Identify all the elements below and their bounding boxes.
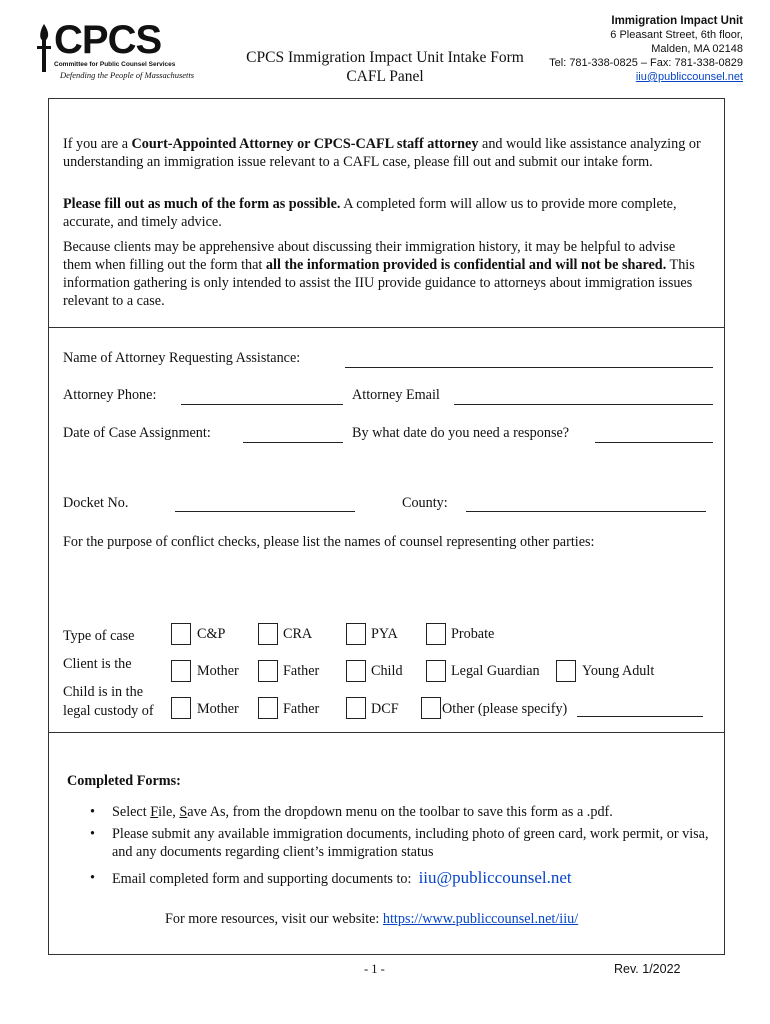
custody-father-label: Father	[283, 701, 320, 717]
case-type-cra-label: CRA	[283, 626, 313, 642]
attorney-name-label: Name of Attorney Requesting Assistance:	[63, 350, 301, 366]
completed-forms-heading: Completed Forms:	[67, 773, 181, 789]
custody-dcf-checkbox[interactable]	[346, 697, 366, 719]
instructions-list	[90, 803, 710, 888]
case-type-cp-checkbox[interactable]	[171, 623, 191, 645]
revision-label: Rev. 1/2022	[614, 962, 681, 976]
iiu-website-link[interactable]: https://www.publiccounsel.net/iiu/	[382, 911, 579, 927]
conflict-check-label: For the purpose of conflict checks, please list the names of counsel representing other parties:	[63, 534, 595, 550]
attorney-phone-label: Attorney Phone:	[63, 387, 157, 403]
client-is-label: Client is the	[63, 656, 132, 672]
attorney-name-field[interactable]	[345, 367, 713, 368]
unit-name: Immigration Impact Unit	[611, 15, 743, 27]
custody-other-label: Other (please specify)	[442, 701, 568, 717]
section-divider	[49, 732, 724, 733]
county-label: County:	[402, 495, 448, 511]
custody-label-line2: legal custody of	[63, 703, 154, 719]
client-legal-guardian-checkbox[interactable]	[426, 660, 446, 682]
custody-other-checkbox[interactable]	[421, 697, 441, 719]
instruction-submit-docs: • Please submit any available immigration documents, including photo of green card, work permit, or visa, and any documents regarding client’s immigration status	[90, 826, 709, 860]
docket-label: Docket No.	[63, 495, 129, 511]
client-legal-guardian-label: Legal Guardian	[451, 663, 540, 679]
attorney-phone-field[interactable]	[181, 404, 343, 405]
section-divider	[49, 327, 724, 328]
iiu-email-link[interactable]: iiu@publiccounsel.net	[418, 868, 572, 887]
case-type-cra-checkbox[interactable]	[258, 623, 278, 645]
case-type-pya-checkbox[interactable]	[346, 623, 366, 645]
logo-subtext: Committee for Public Counsel Services	[54, 61, 176, 68]
case-type-label: Type of case	[63, 628, 135, 644]
client-father-label: Father	[283, 663, 320, 679]
form-title-line1: CPCS Immigration Impact Unit Intake Form	[246, 49, 524, 66]
response-date-field[interactable]	[595, 442, 713, 443]
case-date-label: Date of Case Assignment:	[63, 425, 211, 441]
client-child-checkbox[interactable]	[346, 660, 366, 682]
client-father-checkbox[interactable]	[258, 660, 278, 682]
page-number: - 1 -	[364, 962, 385, 976]
intro-paragraph-1: If you are a Court-Appointed Attorney or CPCS-CAFL staff attorney and would like assistance analyzing or understanding an immigration issue relevant to a CAFL case, please fill out and submit our intake form.	[63, 136, 701, 170]
intro-paragraph-2: Please fill out as much of the form as possible. A completed form will allow us to provide more complete, accurate, and timely advice.	[63, 196, 677, 230]
form-title-line2: CAFL Panel	[346, 68, 424, 85]
logo-wordmark: CPCS	[54, 18, 162, 62]
contact-block	[549, 14, 743, 84]
form-title	[220, 48, 550, 86]
custody-mother-label: Mother	[197, 701, 239, 717]
custody-label-line1: Child is in the	[63, 684, 144, 700]
case-type-probate-checkbox[interactable]	[426, 623, 446, 645]
docket-field[interactable]	[175, 511, 355, 512]
instruction-email: • Email completed form and supporting documents to: iiu@publiccounsel.net	[90, 868, 572, 887]
address-line2: Malden, MA 02148	[651, 43, 743, 55]
client-young-adult-checkbox[interactable]	[556, 660, 576, 682]
phone-fax: Tel: 781-338-0825 – Fax: 781-338-0829	[549, 57, 743, 69]
attorney-email-label: Attorney Email	[352, 387, 440, 403]
logo-tagline: Defending the People of Massachusetts	[60, 70, 195, 80]
case-type-cp-label: C&P	[197, 626, 226, 642]
client-mother-checkbox[interactable]	[171, 660, 191, 682]
instruction-save-pdf: • Select File, Save As, from the dropdown menu on the toolbar to save this form as a .pdf.	[90, 804, 613, 820]
client-young-adult-label: Young Adult	[582, 663, 655, 679]
custody-other-field[interactable]	[577, 716, 703, 717]
response-date-label: By what date do you need a response?	[352, 425, 570, 441]
intro-paragraph-3: Because clients may be apprehensive about discussing their immigration history, it may be helpful to advise them when filling out the form that all the information provided is confidential and will not be shared. This information gathering is only intended to assist the IIU provide guidance to attorneys about immigration issues relevant to a case.	[63, 239, 695, 309]
address-line1: 6 Pleasant Street, 6th floor,	[610, 29, 743, 41]
custody-dcf-label: DCF	[371, 701, 399, 717]
client-mother-label: Mother	[197, 663, 239, 679]
cpcs-logo	[34, 18, 195, 84]
torch-icon	[34, 22, 54, 76]
custody-father-checkbox[interactable]	[258, 697, 278, 719]
case-date-field[interactable]	[243, 442, 343, 443]
case-type-pya-label: PYA	[371, 626, 398, 642]
custody-mother-checkbox[interactable]	[171, 697, 191, 719]
case-type-probate-label: Probate	[451, 626, 495, 642]
resources-line: For more resources, visit our website: https://www.publiccounsel.net/iiu/	[165, 911, 579, 927]
contact-email-link[interactable]: iiu@publiccounsel.net	[635, 71, 743, 83]
county-field[interactable]	[466, 511, 706, 512]
attorney-email-field[interactable]	[454, 404, 713, 405]
client-child-label: Child	[371, 663, 403, 679]
